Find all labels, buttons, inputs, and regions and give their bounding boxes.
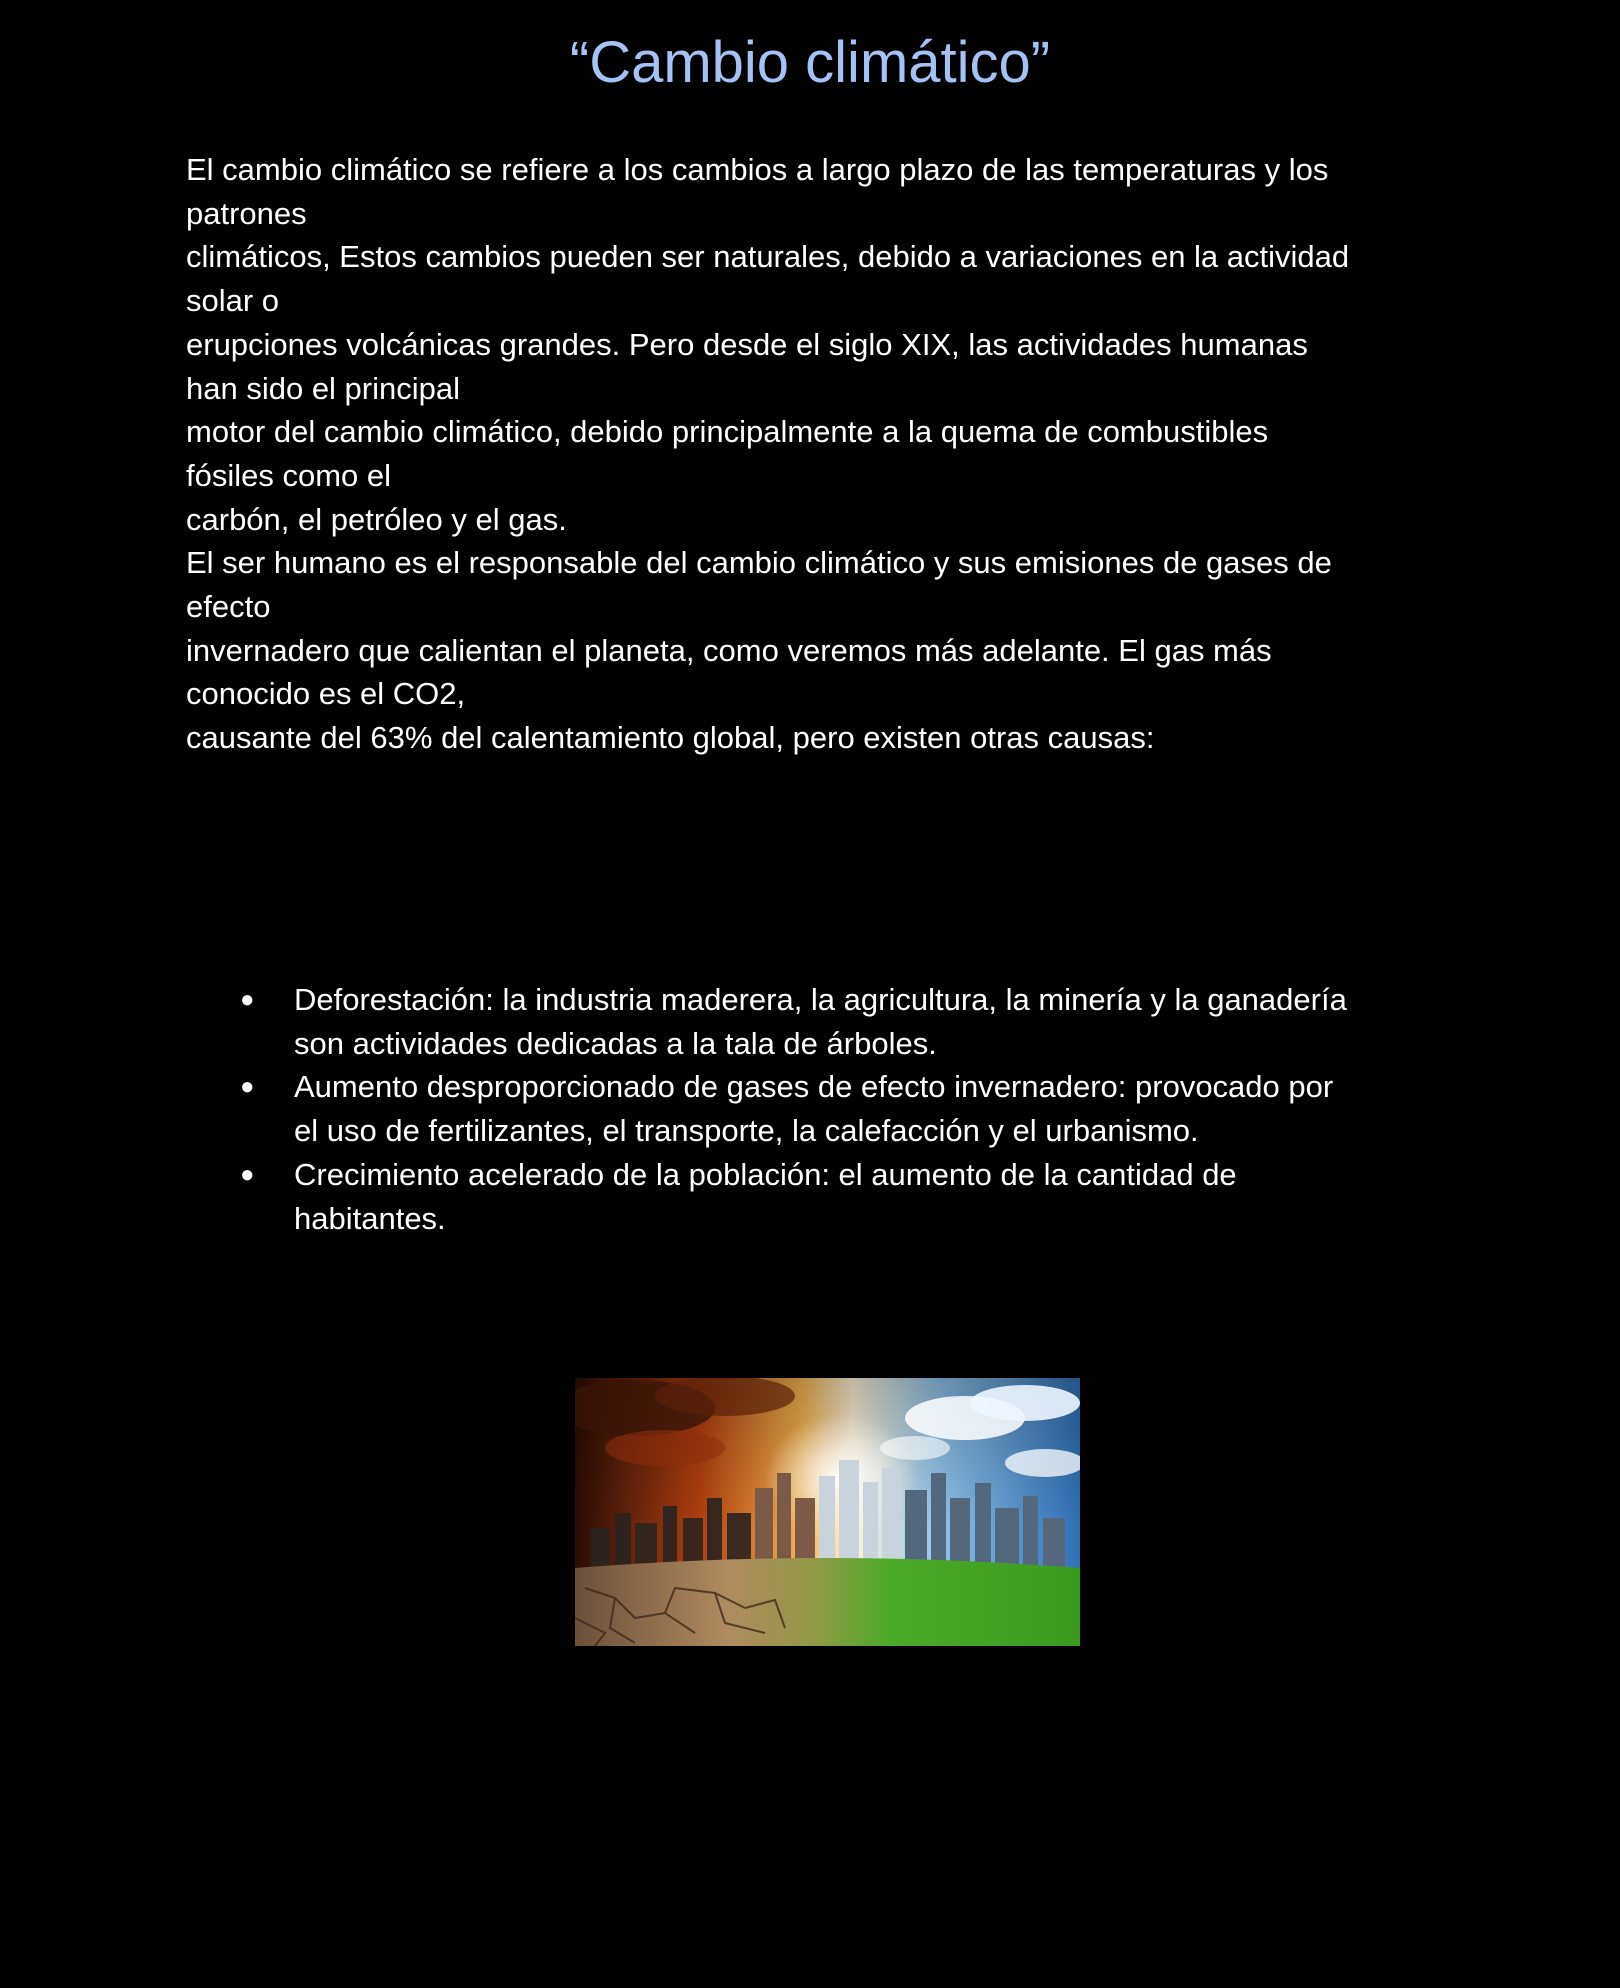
intro-line: erupciones volcánicas grandes. Pero desde el siglo XIX, las actividades humanas bbox=[186, 326, 1308, 362]
list-item-population-growth bbox=[186, 1153, 1446, 1240]
list-item-line: Deforestación: la industria maderera, la agricultura, la minería y la ganadería bbox=[294, 982, 1347, 1017]
bullet-icon: ● bbox=[240, 1160, 255, 1188]
intro-line: patrones bbox=[186, 195, 307, 231]
intro-line: solar o bbox=[186, 283, 280, 319]
list-item-line: el uso de fertilizantes, el transporte, la calefacción y el urbanismo. bbox=[294, 1113, 1199, 1149]
climate-contrast-image bbox=[575, 1378, 1080, 1646]
intro-line: El cambio climático se refiere a los cambios a largo plazo de las temperaturas y los bbox=[186, 152, 1329, 187]
page-title: “Cambio climático” bbox=[569, 30, 1051, 95]
intro-line: conocido es el CO2, bbox=[186, 676, 466, 712]
list-item-line: son actividades dedicadas a la tala de árboles. bbox=[294, 1025, 937, 1061]
causes-list bbox=[186, 978, 1446, 1240]
intro-line: motor del cambio climático, debido principalmente a la quema de combustibles bbox=[186, 414, 1269, 450]
intro-paragraph bbox=[186, 148, 1446, 760]
climate-city-illustration-icon bbox=[575, 1378, 1080, 1646]
intro-line: causante del 63% del calentamiento global, pero existen otras causas: bbox=[186, 720, 1155, 756]
intro-line: invernadero que calientan el planeta, como veremos más adelante. El gas más bbox=[186, 632, 1272, 668]
list-item-line: Crecimiento acelerado de la población: el aumento de la cantidad de bbox=[294, 1156, 1237, 1192]
bullet-icon: ● bbox=[240, 986, 255, 1013]
intro-line: carbón, el petróleo y el gas. bbox=[186, 501, 567, 537]
list-item-greenhouse-gases bbox=[186, 1065, 1446, 1152]
list-item-line: Aumento desproporcionado de gases de efecto invernadero: provocado por bbox=[294, 1069, 1334, 1105]
intro-line: climáticos, Estos cambios pueden ser naturales, debido a variaciones en la actividad bbox=[186, 239, 1350, 275]
intro-line: efecto bbox=[186, 589, 271, 625]
list-item-line: habitantes. bbox=[294, 1200, 446, 1236]
list-item-deforestation bbox=[186, 978, 1446, 1065]
intro-line: fósiles como el bbox=[186, 457, 392, 493]
bullet-icon: ● bbox=[240, 1073, 255, 1101]
intro-line: El ser humano es el responsable del cambio climático y sus emisiones de gases de bbox=[186, 545, 1332, 581]
intro-line: han sido el principal bbox=[186, 370, 461, 406]
